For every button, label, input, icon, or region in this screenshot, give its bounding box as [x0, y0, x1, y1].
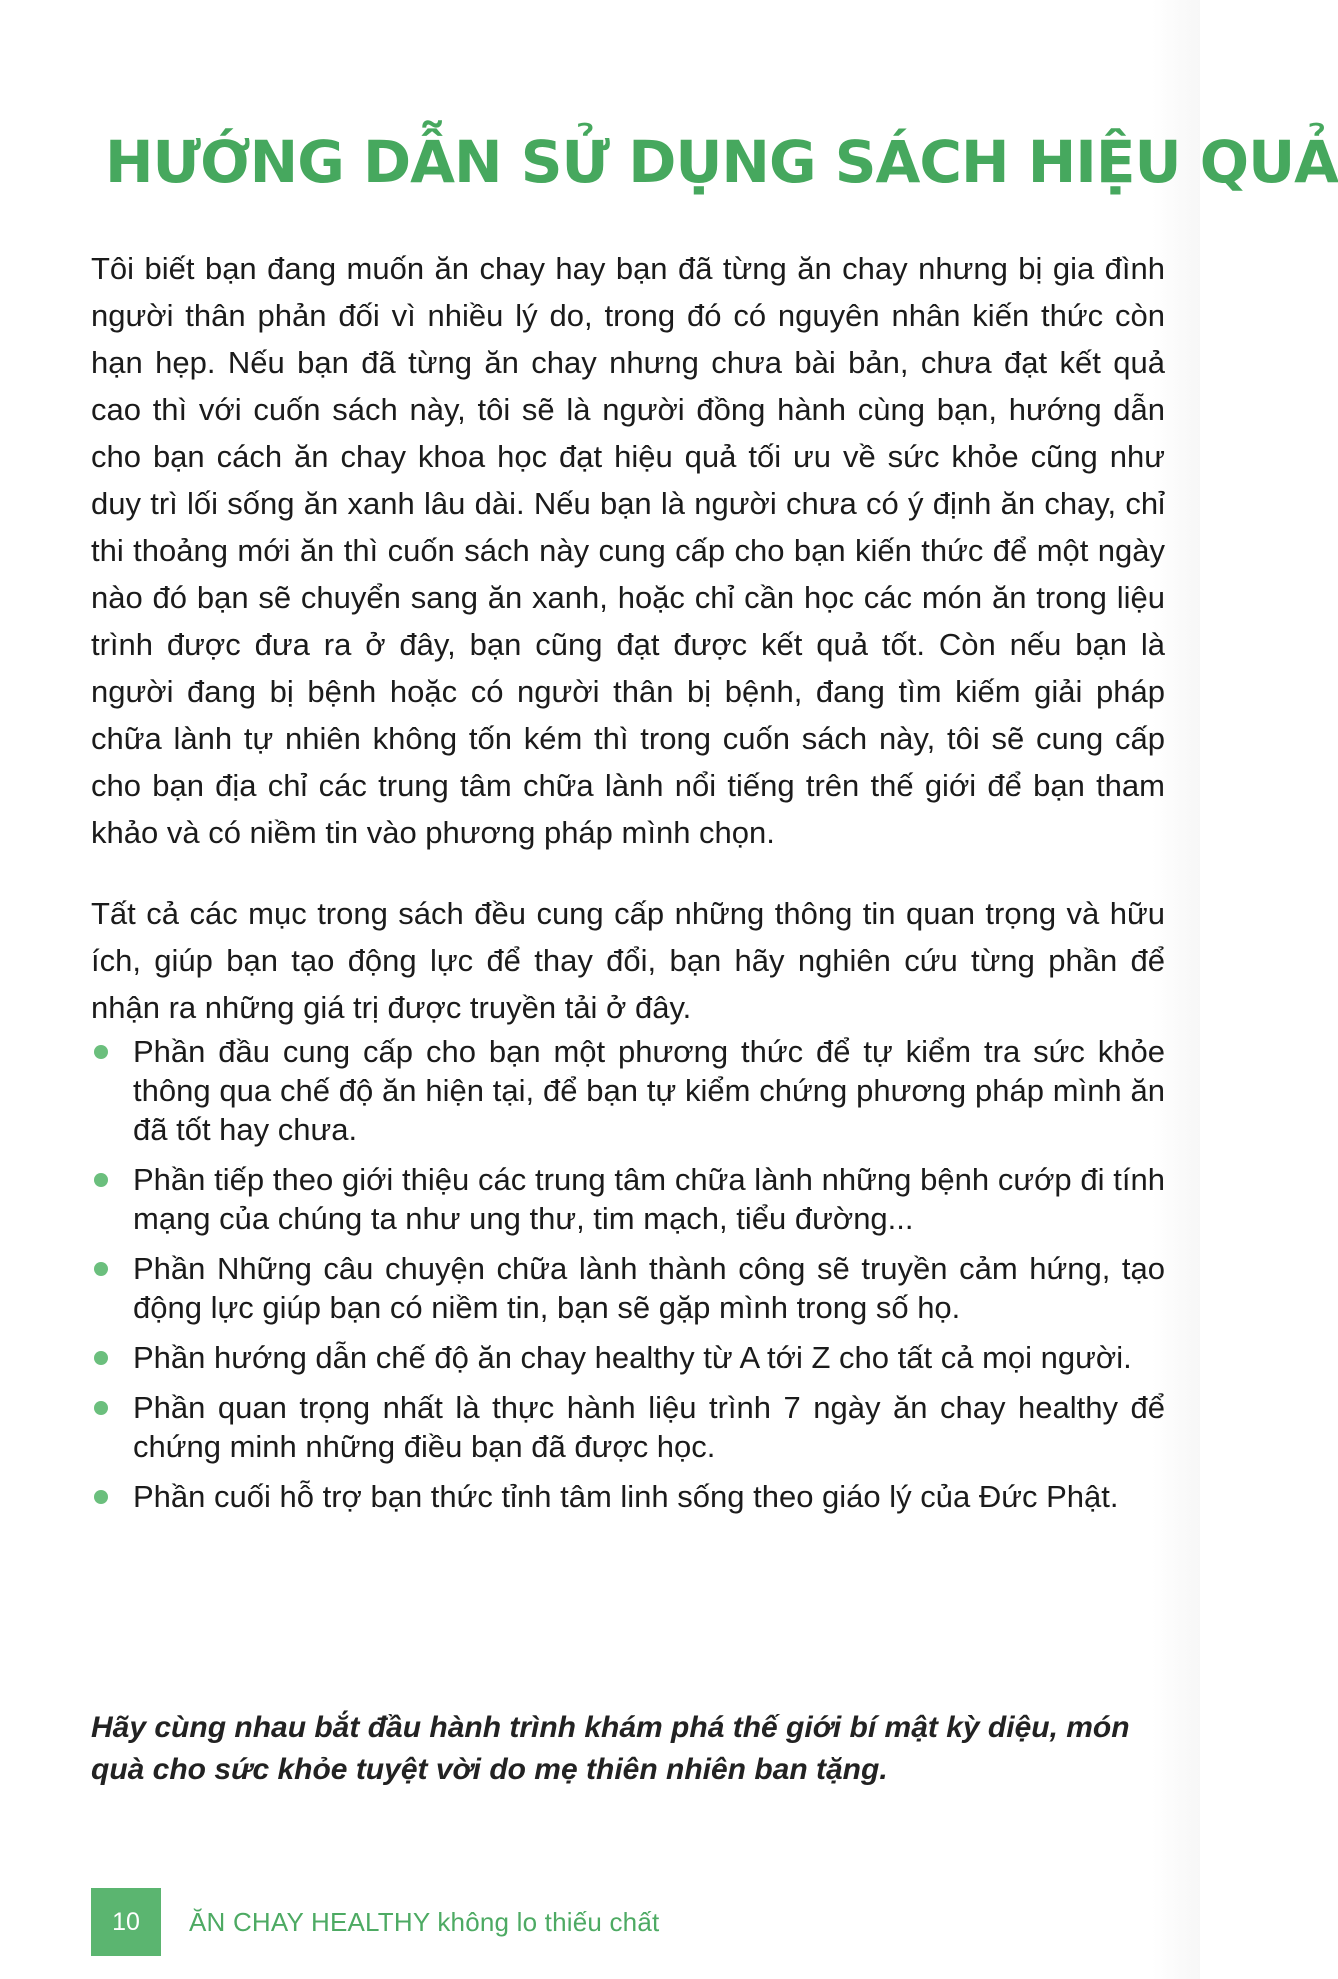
page-footer	[91, 1886, 659, 1958]
overview-paragraph: Tất cả các mục trong sách đều cung cấp những thông tin quan trọng và hữu ích, giúp bạn tạo động lực để thay đổi, bạn hãy nghiên cứu từng phần để nhận ra những giá trị được truyền tải ở đây.	[91, 896, 1165, 1025]
closing-statement: Hãy cùng nhau bắt đầu hành trình khám phá thế giới bí mật kỳ diệu, món quà cho sức khỏe tuyệt vời do mẹ thiên nhiên ban tặng.	[91, 1711, 1130, 1786]
page-number: 10	[91, 1888, 161, 1956]
list-item	[91, 1032, 1165, 1149]
page-title: HƯỚNG DẪN SỬ DỤNG SÁCH HIỆU QUẢ	[105, 128, 1338, 196]
list-item	[91, 1160, 1165, 1238]
section-list	[91, 1032, 1165, 1516]
bullet-dot-icon	[94, 1262, 108, 1276]
bullet-dot-icon	[94, 1401, 108, 1415]
list-item-text: Phần tiếp theo giới thiệu các trung tâm chữa lành những bệnh cướp đi tính mạng của chúng ta như ung thư, tim mạch, tiểu đường...	[133, 1162, 1165, 1236]
bullet-dot-icon	[94, 1490, 108, 1504]
body-text	[91, 245, 1165, 1527]
list-item	[91, 1249, 1165, 1327]
intro-paragraph: Tôi biết bạn đang muốn ăn chay hay bạn đã từng ăn chay nhưng bị gia đình người thân phản đối vì nhiều lý do, trong đó có nguyên nhân kiến thức còn hạn hẹp. Nếu bạn đã từng ăn chay nhưng chưa bài bản, chưa đạt kết quả cao thì với cuốn sách này, tôi sẽ là người đồng hành cùng bạn, hướng dẫn cho bạn cách ăn chay khoa học đạt hiệu quả tối ưu về sức khỏe cũng như duy trì lối sống ăn xanh lâu dài. Nếu bạn là người chưa có ý định ăn chay, chỉ thi thoảng mới ăn thì cuốn sách này cung cấp cho bạn kiến thức để một ngày nào đó bạn sẽ chuyển sang ăn xanh, hoặc chỉ cần học các món ăn trong liệu trình được đưa ra ở đây, bạn cũng đạt được kết quả tốt. Còn nếu bạn là người đang bị bệnh hoặc có người thân bị bệnh, đang tìm kiếm giải pháp chữa lành tự nhiên không tốn kém thì trong cuốn sách này, tôi sẽ cung cấp cho bạn địa chỉ các trung tâm chữa lành nổi tiếng trên thế giới để bạn tham khảo và có niềm tin vào phương pháp mình chọn.	[91, 251, 1165, 850]
bullet-dot-icon	[94, 1173, 108, 1187]
list-item-text: Phần Những câu chuyện chữa lành thành công sẽ truyền cảm hứng, tạo động lực giúp bạn có niềm tin, bạn sẽ gặp mình trong số họ.	[133, 1251, 1165, 1325]
list-item	[91, 1388, 1165, 1466]
list-item-text: Phần cuối hỗ trợ bạn thức tỉnh tâm linh sống theo giáo lý của Đức Phật.	[133, 1479, 1119, 1514]
list-item	[91, 1477, 1165, 1516]
running-head: ĂN CHAY HEALTHY không lo thiếu chất	[189, 1906, 660, 1937]
list-item-text: Phần hướng dẫn chế độ ăn chay healthy từ A tới Z cho tất cả mọi người.	[133, 1340, 1132, 1375]
list-item-text: Phần đầu cung cấp cho bạn một phương thức để tự kiểm tra sức khỏe thông qua chế độ ăn hiện tại, để bạn tự kiểm chứng phương pháp mình ăn đã tốt hay chưa.	[133, 1034, 1165, 1147]
bullet-dot-icon	[94, 1045, 108, 1059]
list-item-text: Phần quan trọng nhất là thực hành liệu trình 7 ngày ăn chay healthy để chứng minh những điều bạn đã được học.	[133, 1390, 1165, 1464]
list-item	[91, 1338, 1165, 1377]
bullet-dot-icon	[94, 1351, 108, 1365]
